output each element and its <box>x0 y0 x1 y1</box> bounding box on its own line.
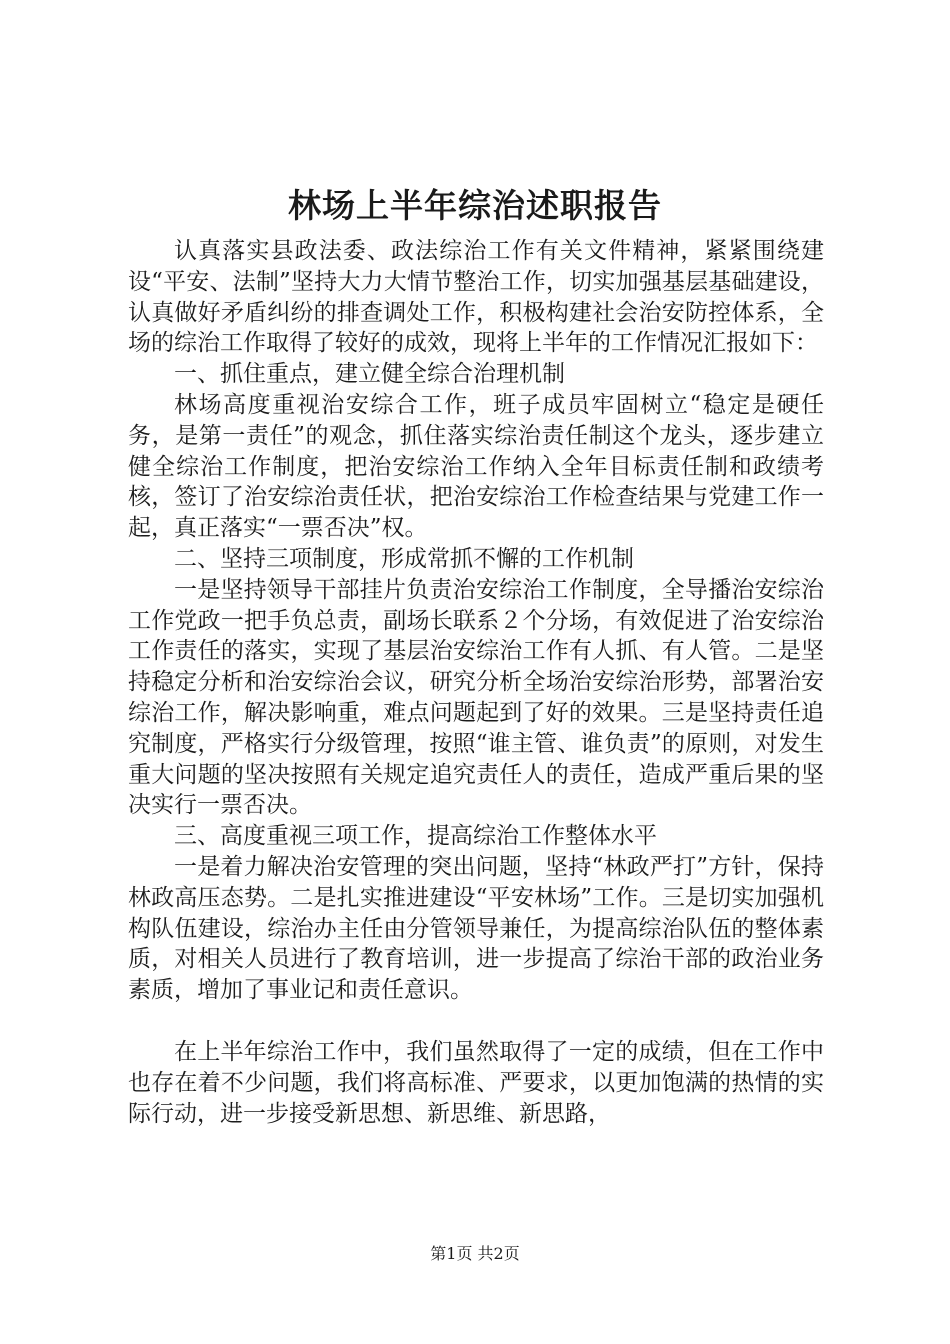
section-2-paragraph: 一是坚持领导干部挂片负责治安综治工作制度，全导播治安综治工作党政一把手负总责，副场长联系２个分场，有效促进了治安综治工作责任的落实，实现了基层治安综治工作有人抓、有人管。二是坚持稳定分析和治安综治会议，研究分析全场治安综治形势，部署治安综治工作，解决影响重，难点问题起到了好的效果。三是坚持责任追究制度，严格实行分级管理，按照“谁主管、谁负责”的原则，对发生重大问题的坚决按照有关规定追究责任人的责任，造成严重后果的坚决实行一票否决。 <box>128 576 824 819</box>
section-heading-2: 二、坚持三项制度，形成常抓不懈的工作机制 <box>174 545 634 572</box>
document-body <box>128 236 824 1129</box>
section-heading-3: 三、高度重视三项工作，提高综治工作整体水平 <box>174 823 657 850</box>
intro-paragraph: 认真落实县政法委、政法综治工作有关文件精神，紧紧围绕建设“平安、法制”坚持大力大情节整治工作，切实加强基层基础建设，认真做好矛盾纠纷的排查调处工作，积极构建社会治安防控体系，全场的综治工作取得了较好的成效，现将上半年的工作情况汇报如下： <box>128 238 824 357</box>
section-heading-1: 一、抓住重点，建立健全综合治理机制 <box>174 361 565 388</box>
page-number-footer: 第1页 共2页 <box>430 1244 520 1263</box>
section-3-paragraph: 一是着力解决治安管理的突出问题，坚持“林政严打”方针，保持林政高压态势。二是扎实推进建设“平安林场”工作。三是切实加强机构队伍建设，综治办主任由分管领导兼任，为提高综治队伍的整体素质，对相关人员进行了教育培训，进一步提高了综治干部的政治业务素质，增加了事业记和责任意识。 <box>128 853 824 1004</box>
section-1-paragraph: 林场高度重视治安综合工作，班子成员牢固树立“稳定是硬任务，是第一责任”的观念，抓住落实综治责任制这个龙头，逐步建立健全综治工作制度，把治安综治工作纳入全年目标责任制和政绩考核，签订了治安综治责任状，把治安综治工作检查结果与党建工作一起，真正落实“一票否决”权。 <box>128 391 824 542</box>
closing-paragraph: 在上半年综治工作中，我们虽然取得了一定的成绩，但在工作中也存在着不少问题，我们将高标准、严要求，以更加饱满的热情的实际行动，进一步接受新思想、新思维、新思路， <box>128 1038 824 1127</box>
document-title: 林场上半年综治述职报告 <box>288 186 662 225</box>
